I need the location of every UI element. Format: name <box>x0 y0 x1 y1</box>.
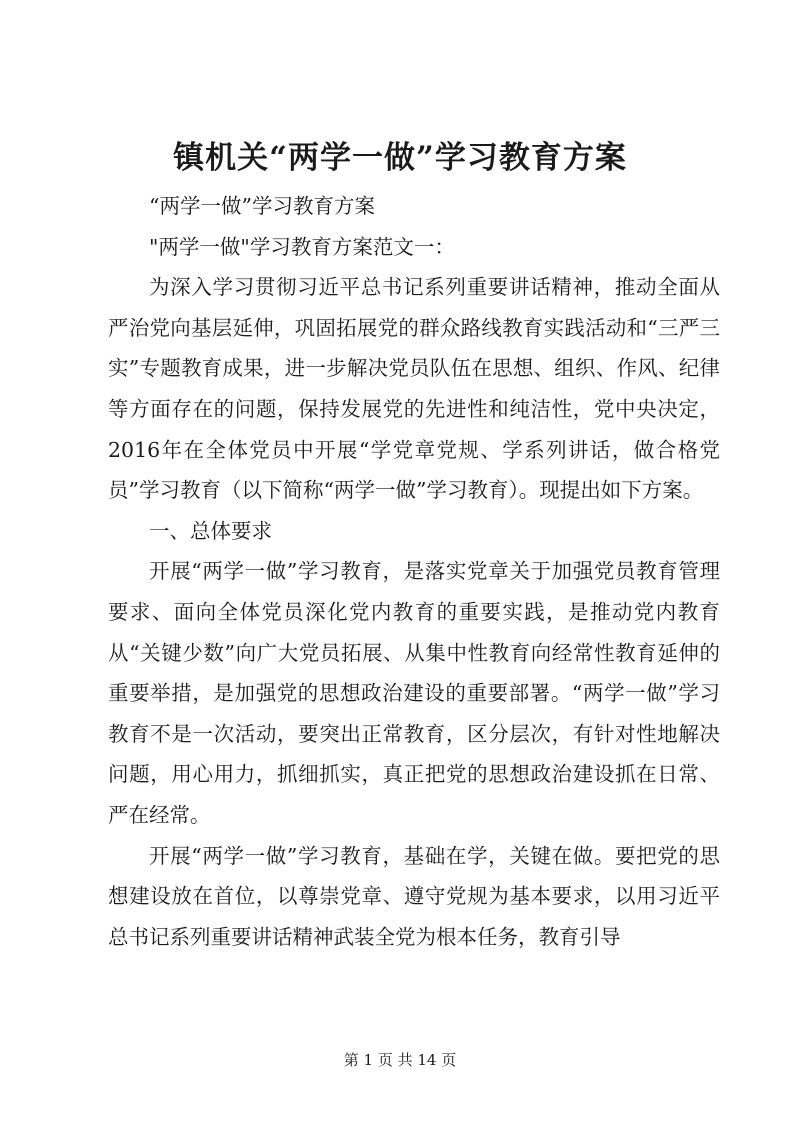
paragraph-sample-heading: "两学一做"学习教育方案范文一： <box>149 234 455 259</box>
paragraph-foundation: 开展“两学一做”学习教育，基础在学，关键在做。要把党的思想建设放在首位，以尊崇党章、遵守党规为基本要求，以用习近平总书记系列重要讲话精神武装全党为根本任务，教育引导 <box>108 843 720 949</box>
document-body <box>108 186 720 957</box>
paragraph-intro: 为深入学习贯彻习近平总书记系列重要讲话精神，推动全面从严治党向基层延伸，巩固拓展党的群众路线教育实践活动和“三严三实”专题教育成果，进一步解决党员队伍在思想、组织、作风、纪律等方面存在的问题，保持发展党的先进性和纯洁性，党中央决定，2016年在全体党员中开展“学党章党规、学系列讲话，做合格党员”学习教育（以下简称“两学一做”学习教育）。现提出如下方案。 <box>108 275 720 503</box>
page-footer: 第 1 页 共 14 页 <box>343 1051 457 1069</box>
paragraph-subtitle: “两学一做”学习教育方案 <box>149 194 375 218</box>
section-heading-general-requirements: 一、总体要求 <box>149 518 272 543</box>
paragraph-requirements: 开展“两学一做”学习教育，是落实党章关于加强党员教育管理要求、面向全体党员深化党内教育的重要实践，是推动党内教育从“关键少数”向广大党员拓展、从集中性教育向经常性教育延伸的重要举措，是加强党的思想政治建设的重要部署。“两学一做”学习教育不是一次活动，要突出正常教育，区分层次，有针对性地解决问题，用心用力，抓细抓实，真正把党的思想政治建设抓在日常、严在经常。 <box>108 559 720 827</box>
document-title: 镇机关“两学一做”学习教育方案 <box>173 140 627 176</box>
